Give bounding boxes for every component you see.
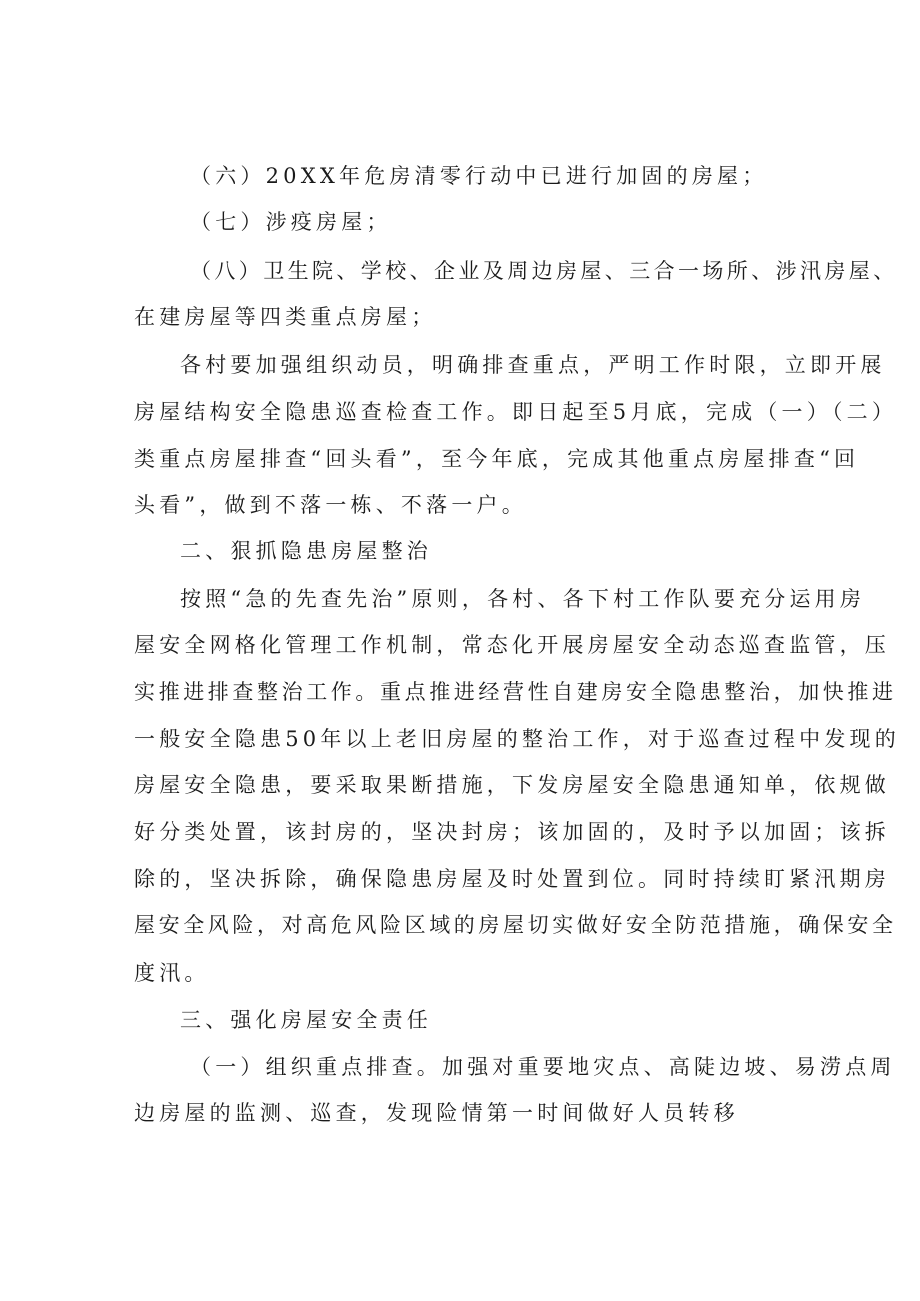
item-eight-line-1: （八）卫生院、学校、企业及周边房屋、三合一场所、涉汛房屋、 [190, 259, 898, 283]
para-3-line-2: 边房屋的监测、巡查，发现险情第一时间做好人员转移 [134, 1101, 739, 1125]
para-2-line-4: 一般安全隐患50年以上老旧房屋的整治工作，对于巡查过程中发现的 [134, 727, 900, 751]
para-2-line-3: 实推进排查整治工作。重点推进经营性自建房安全隐患整治，加快推进 [134, 680, 897, 704]
section-heading-3: 三、强化房屋安全责任 [180, 1008, 432, 1032]
para-3-line-1: （一）组织重点排查。加强对重要地灾点、高陡边坡、易涝点周 [190, 1055, 896, 1079]
para-2-line-9: 度汛。 [134, 961, 210, 985]
para-2-line-1: 按照“急的先查先治”原则，各村、各下村工作队要充分运用房 [180, 587, 866, 611]
section-heading-2: 二、狠抓隐患房屋整治 [180, 539, 432, 563]
para-1-line-3: 类重点房屋排查“回头看”，至今年底，完成其他重点房屋排查“回 [134, 447, 860, 471]
para-2-line-6: 好分类处置，该封房的，坚决封房；该加固的，及时予以加固；该拆 [134, 820, 890, 844]
para-2-line-2: 屋安全网格化管理工作机制，常态化开展房屋安全动态巡查监管，压 [134, 633, 890, 657]
para-2-line-5: 房屋安全隐患，要采取果断措施，下发房屋安全隐患通知单，依规做 [134, 773, 890, 797]
para-1-line-4: 头看”，做到不落一栋、不落一户。 [134, 493, 527, 517]
para-1-line-2: 房屋结构安全隐患巡查检查工作。即日起至5月底，完成（一）（二） [134, 400, 898, 424]
item-eight-line-2: 在建房屋等四类重点房屋； [134, 305, 437, 329]
para-2-line-7: 除的，坚决拆除，确保隐患房屋及时处置到位。同时持续盯紧汛期房 [134, 867, 890, 891]
para-2-line-8: 屋安全风险，对高危风险区域的房屋切实做好安全防范措施，确保安全 [134, 913, 897, 937]
para-1-line-1: 各村要加强组织动员，明确排查重点，严明工作时限，立即开展 [180, 353, 886, 377]
item-six-line: （六）20XX年危房清零行动中已进行加固的房屋； [190, 164, 768, 188]
item-seven-line: （七）涉疫房屋； [190, 210, 392, 234]
